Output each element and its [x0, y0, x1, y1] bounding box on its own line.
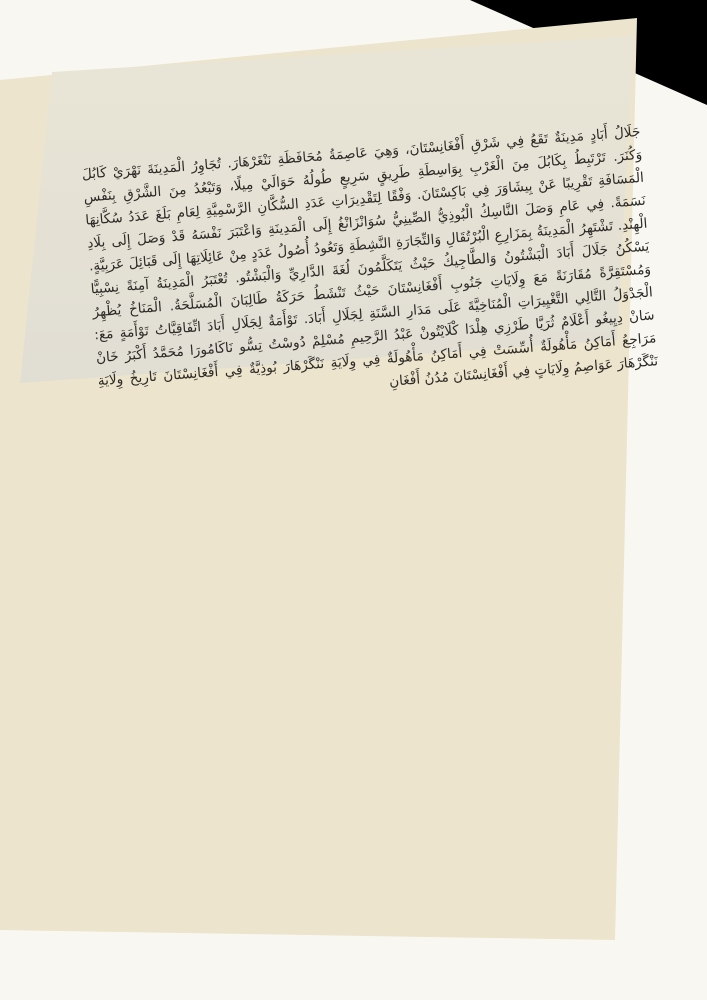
article-paragraph: جَلَالُ أَبَادٍ مَدِينَةٌ تَقَعُ فِي شَرْقِ أَفْغَانِسْتَانَ، وَهِيَ عَاصِمَةُ مُحَافَظَةِ نَنْغَرْهَارَ. تُجَاوِرُ الْمَدِينَةَ نَهْرَيْ كَابُلَ وَكُنَرَ. تَرْتَبِطُ بِكَابُلَ مِنَ الْغَرْبِ بِوَاسِطَةِ طَرِيقٍ سَرِيعٍ طُولُهُ حَوَالَيْ مِيلًا، وَتَبْعُدُ مِنَ الشَّرْقِ بِنَفْسِ الْمَسَافَةِ تَقْرِيبًا عَنْ بِيشَاوَرَ فِي بَاكِسْتَانَ. وَفْقًا لِتَقْدِيرَاتِ عَدَدِ السُّكَّانِ الرَّسْمِيَّةِ لِعَامِ بَلَغَ عَدَدُ سُكَّانِهَا نَسَمَةً. فِي عَامِ وَصَلَ النَّاسِكُ الْبُوذِيُّ الصِّينِيُّ سُوَانْزَانْغُ إِلَى الْمَدِينَةِ وَاعْتَبَرَ نَفْسَهُ قَدْ وَصَلَ إِلَى بِلَادِ الْهِنْدِ. تَشْتَهِرُ الْمَدِينَةُ بِمَزَارِعِ الْبُرْتُقَالِ وَالتِّجَارَةِ النَّشِطَةِ وَتَعُودُ أُصُولُ عَدَدٍ مِنْ عَائِلَاتِهَا إِلَى قَبَائِلَ عَرَبِيَّةٍ. يَسْكُنُ جَلَالَ أَبَادَ الْبَشْتُونُ وَالطَّاجِيكُ حَيْثُ يَتَكَلَّمُونَ لُغَةَ الدَّارِيِّ وَالْبَشْتُو. تُعْتَبَرُ الْمَدِينَةُ آمِنَةً نِسْبِيًّا وَمُسْتَقِرَّةً مُقَارَنَةً مَعَ وِلَايَاتِ جَنُوبِ أَفْغَانِسْتَانَ حَيْثُ تَنْشَطُ حَرَكَةُ طَالِبَانَ الْمُسَلَّحَةُ. الْمَنَاخُ يُظْهِرُ الْجَدْوَلُ التَّالِي التَّغْيِيرَاتِ الْمُنَاخِيَّةَ عَلَى مَدَارِ السَّنَةِ لِجَلَالِ أَبَادَ. تَوْأَمَةٌ لِجَلَالِ أَبَادَ اتِّفَاقِيَّاتُ تَوْأَمَةٍ مَعَ: سَانْ دِيِيغُو أَعْلَامٌ ثُرَيَّا طَرْزِي هِلْدَا كْلَايْتُونْ عَبْدُ الرَّحِيمِ مُسْلِمْ دُوسْتُ تِسُّو نَاكَامُورَا مُحَمَّدُ أَكْبَرُ خَانْ مَرَاجِعُ أَمَاكِنُ مَأْهُولَةٌ أُسِّسَتْ فِي أَمَاكِنُ مَأْهُولَةٌ فِي وِلَايَةِ نَنْگَرْهَارَ بُوذِيَّةٌ فِي أَفْغَانِسْتَانَ تَارِيخُ وِلَايَةِ نَنْگَرْهَارَ عَوَاصِمُ وِلَايَاتٍ فِي أَفْغَانِسْتَانَ مُدُنُ أَفْغَانِ [81, 123, 659, 390]
